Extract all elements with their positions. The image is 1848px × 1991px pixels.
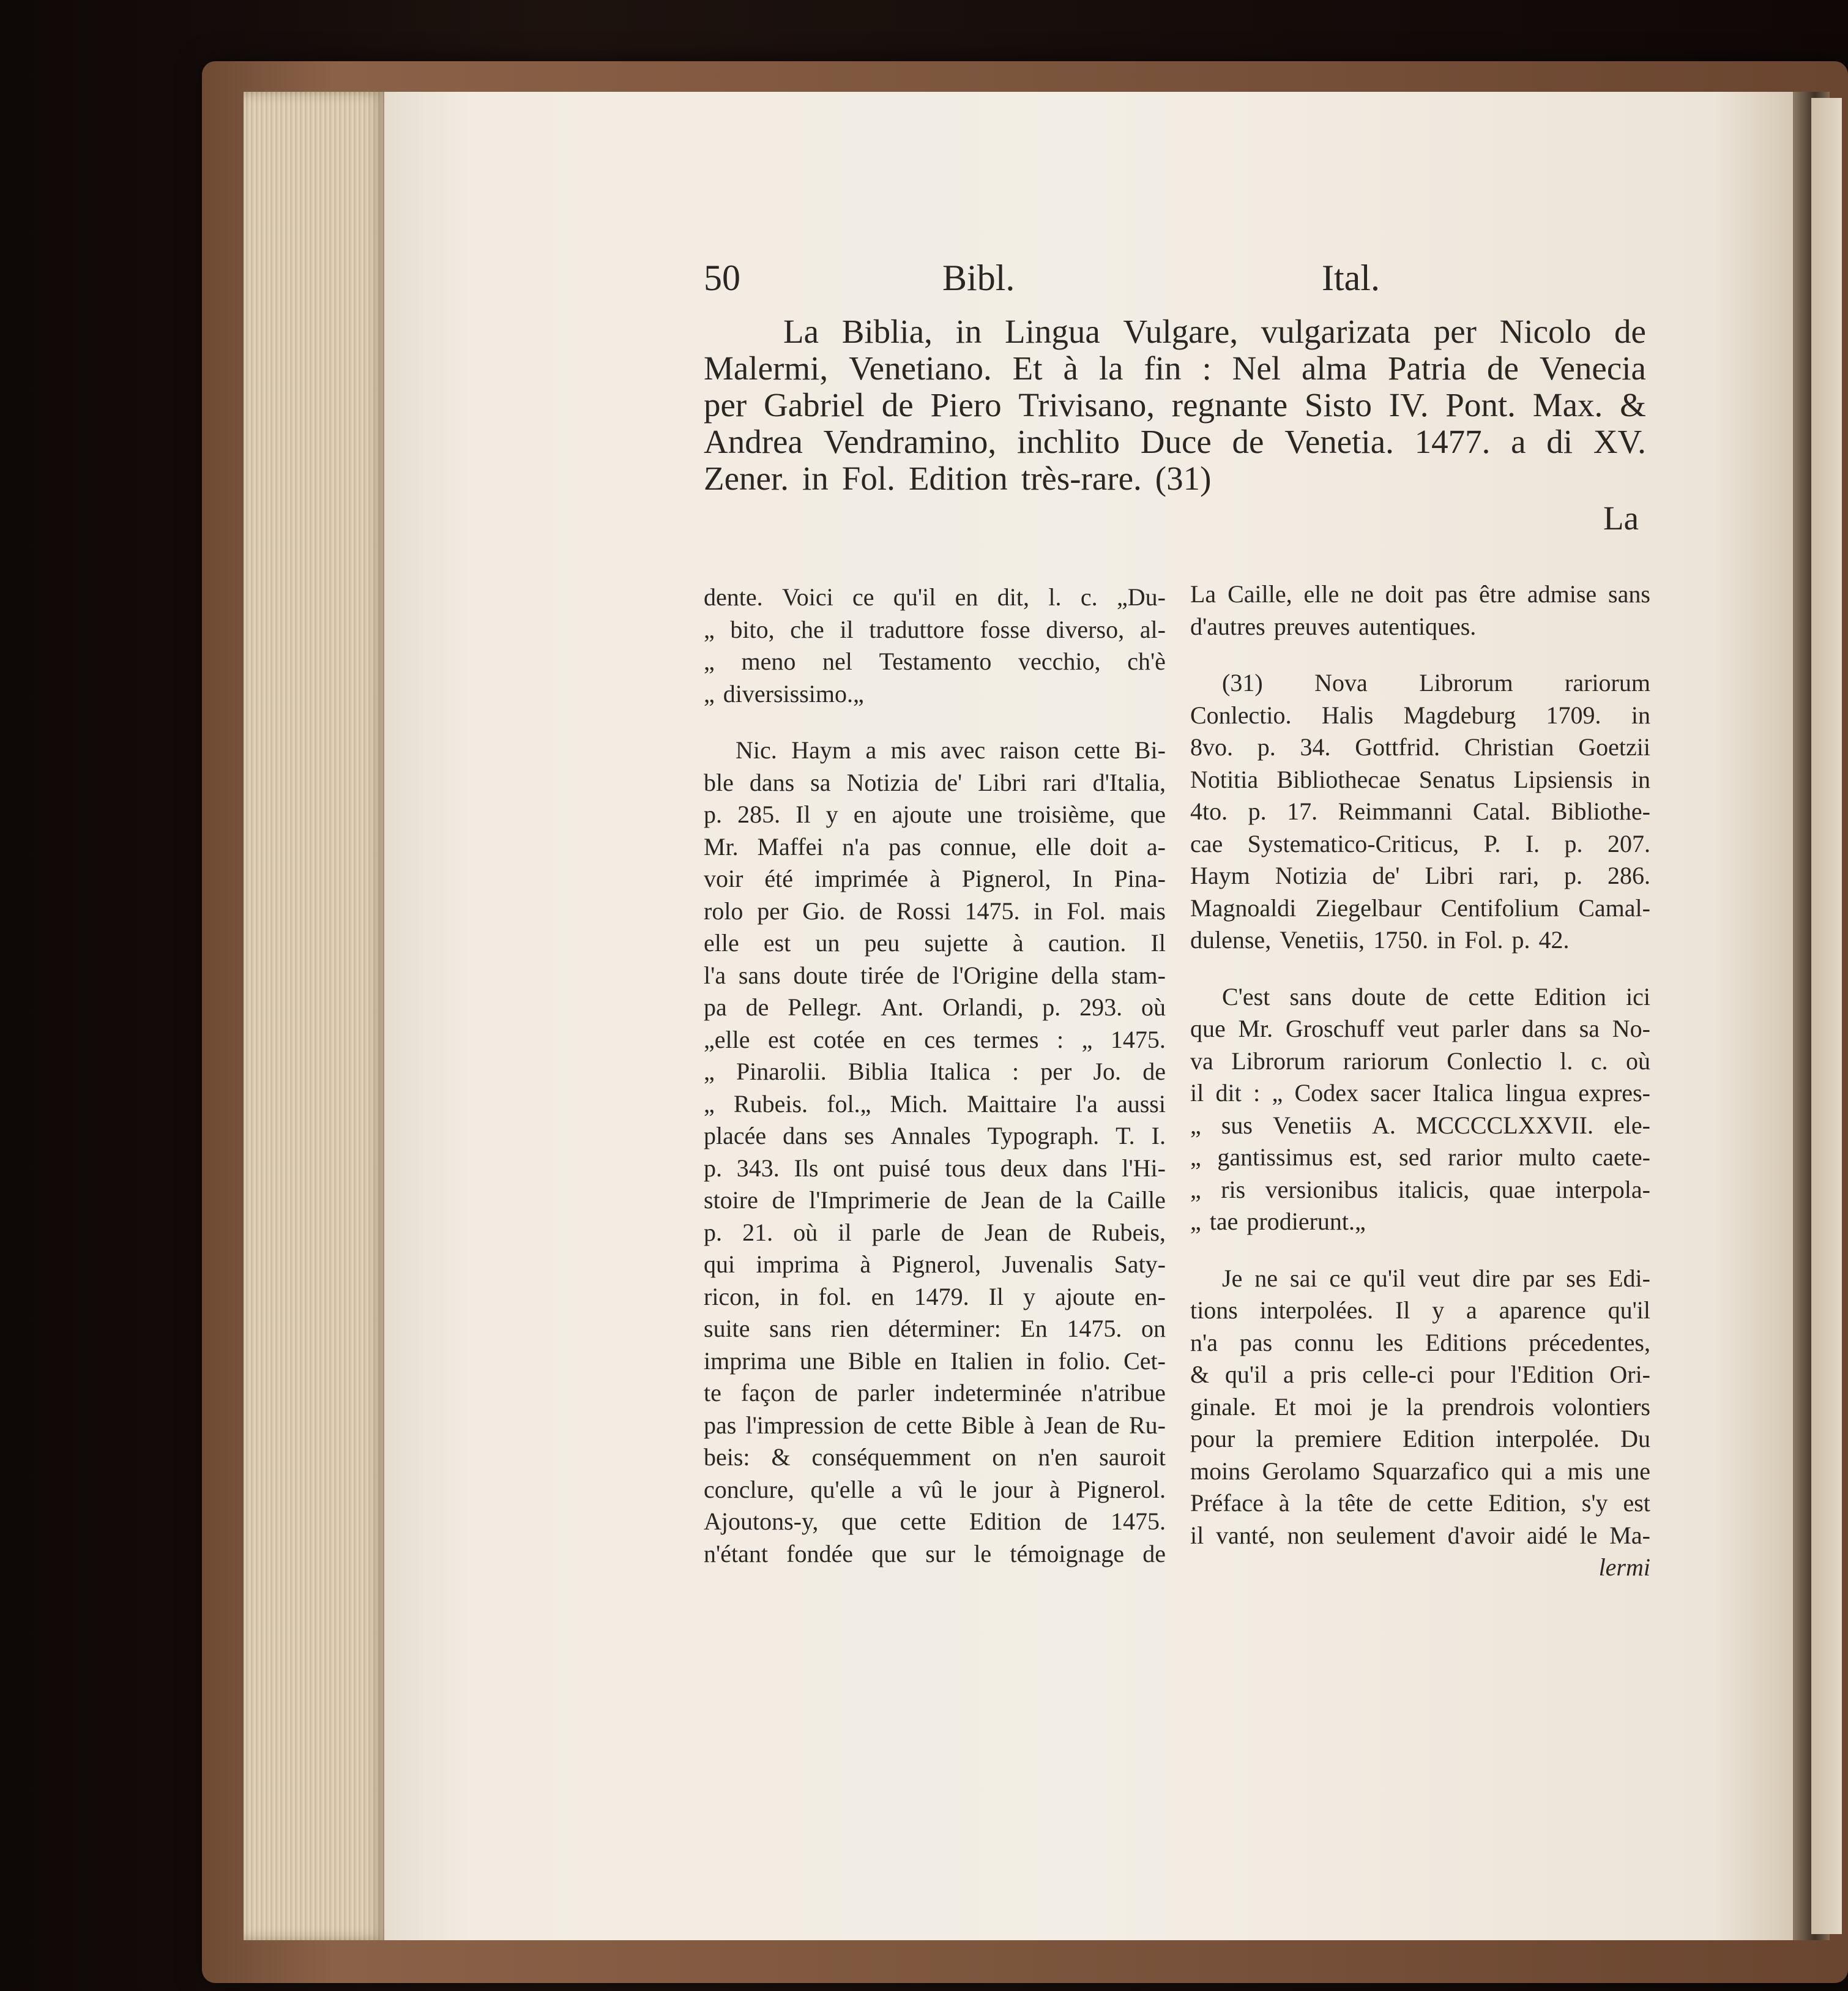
text-line: tions interpolées. Il y a aparence qu'il: [1190, 1296, 1650, 1324]
text-line: La Caille, elle ne doit pas être admise sans: [1190, 580, 1650, 608]
text-line: Je ne sai ce qu'il veut dire par ses Edi-: [1222, 1264, 1650, 1292]
text-line: pas l'impression de cette Bible à Jean de Ru-: [704, 1411, 1166, 1439]
text-line: voir été imprimée à Pignerol, In Pina-: [704, 865, 1166, 892]
page-number: 50: [704, 258, 740, 298]
column-catchword: lermi: [1598, 1553, 1650, 1581]
text-line: p. 21. où il parle de Jean de Rubeis,: [704, 1218, 1166, 1246]
text-line: p. 285. Il y en ajoute une troisième, que: [704, 801, 1166, 828]
text-line: il dit : „ Codex sacer Italica lingua expres-: [1190, 1079, 1650, 1107]
text-line: „ tae prodierunt.„: [1190, 1208, 1366, 1235]
text-line: C'est sans doute de cette Edition ici: [1222, 982, 1650, 1010]
text-line: ricon, in fol. en 1479. Il y ajoute en-: [704, 1282, 1166, 1310]
text-line: placée dans ses Annales Typograph. T. I.: [704, 1122, 1166, 1149]
text-line: que Mr. Groschuff veut parler dans sa No-: [1190, 1015, 1650, 1042]
text-line: beis: & conséquemment on n'en sauroit: [704, 1443, 1166, 1471]
text-line: n'étant fondée que sur le témoignage de: [704, 1539, 1166, 1567]
paragraph-gap: [1190, 643, 1650, 667]
text-line: cae Systematico-Criticus, P. I. p. 207.: [1190, 829, 1650, 857]
text-line: suite sans rien déterminer: En 1475. on: [704, 1315, 1166, 1342]
text-line: ginale. Et moi je la prendrois volontiers: [1190, 1392, 1650, 1421]
text-line: imprima une Bible en Italien in folio. Cet-: [704, 1347, 1166, 1375]
running-head-right: Ital.: [1322, 258, 1380, 298]
paragraph-gap: [1190, 957, 1650, 981]
text-line: pa de Pellegr. Ant. Orlandi, p. 293. où: [704, 993, 1166, 1021]
text-line: p. 343. Ils ont puisé tous deux dans l'Hi-: [704, 1154, 1166, 1182]
text-line: te façon de parler indeterminée n'atribue: [704, 1379, 1166, 1406]
text-line: (31) Nova Librorum rariorum: [1222, 669, 1650, 697]
text-line: Préface à la tête de cette Edition, s'y est: [1190, 1489, 1650, 1517]
text-line: „ ris versionibus italicis, quae interpola-: [1190, 1175, 1650, 1203]
text-line: moins Gerolamo Squarzafico qui a mis une: [1190, 1457, 1650, 1485]
bibliographic-entry: [704, 313, 1646, 497]
entry-line: per Gabriel de Piero Trivisano, regnante Sisto IV. Pont. Max. &: [704, 386, 1646, 424]
left-column: [704, 581, 1166, 1570]
text-line: „ gantissimus est, sed rarior multo caete-: [1190, 1143, 1650, 1171]
text-line: „ bito, che il traduttore fosse diverso, al-: [704, 615, 1166, 643]
page-edges: [244, 92, 384, 1940]
text-line: ble dans sa Notizia de' Libri rari d'Italia,: [704, 768, 1166, 796]
text-line: conclure, qu'elle a vû le jour à Pignerol.: [704, 1475, 1166, 1503]
paragraph-gap: [1190, 1238, 1650, 1263]
text-line: Haym Notizia de' Libri rari, p. 286.: [1190, 862, 1650, 889]
text-line: qui imprima à Pignerol, Juvenalis Saty-: [704, 1250, 1166, 1278]
text-line: l'a sans doute tirée de l'Origine della stam-: [704, 961, 1166, 989]
text-line: „ Rubeis. fol.„ Mich. Maittaire l'a aussi: [704, 1089, 1166, 1118]
text-line: stoire de l'Imprimerie de Jean de la Caille: [704, 1186, 1166, 1214]
facing-page-edge: [1811, 98, 1842, 1934]
entry-line: Malermi, Venetiano. Et à la fin : Nel alma Patria de Venecia: [704, 349, 1646, 387]
running-head-left: Bibl.: [942, 258, 1015, 298]
text-line: Mr. Maffei n'a pas connue, elle doit a-: [704, 832, 1166, 861]
text-line: dulense, Venetiis, 1750. in Fol. p. 42.: [1190, 926, 1570, 954]
text-line: „elle est cotée en ces termes : „ 1475.: [704, 1025, 1166, 1053]
text-line: dente. Voici ce qu'il en dit, l. c. „Du-: [704, 583, 1166, 611]
text-line: n'a pas connu les Editions précedentes,: [1190, 1328, 1650, 1356]
text-line: pour la premiere Edition interpolée. Du: [1190, 1425, 1650, 1452]
text-line: il vanté, non seulement d'avoir aidé le Ma-: [1190, 1521, 1650, 1549]
entry-line: Andrea Vendramino, inchlito Duce de Venetia. 1477. a di XV.: [704, 423, 1646, 460]
text-line: va Librorum rariorum Conlectio l. c. où: [1190, 1047, 1650, 1075]
text-line: „ diversissimo.„: [704, 679, 864, 708]
text-line: Magnoaldi Ziegelbaur Centifolium Camal-: [1190, 894, 1650, 922]
text-line: Ajoutons-y, que cette Edition de 1475.: [704, 1507, 1166, 1535]
text-line: & qu'il a pris celle-ci pour l'Edition Ori-: [1190, 1361, 1650, 1388]
text-line: d'autres preuves autentiques.: [1190, 612, 1477, 640]
text-line: 8vo. p. 34. Gottfrid. Christian Goetzii: [1190, 733, 1650, 761]
entry-catchword: La: [1603, 499, 1639, 537]
text-line: „ Pinarolii. Biblia Italica : per Jo. de: [704, 1058, 1166, 1085]
paragraph-gap: [704, 710, 1166, 734]
text-line: Notitia Bibliothecae Senatus Lipsiensis in: [1190, 765, 1650, 793]
text-line: Nic. Haym a mis avec raison cette Bi-: [736, 736, 1166, 764]
text-line: 4to. p. 17. Reimmanni Catal. Bibliothe-: [1190, 798, 1650, 825]
right-column: [1190, 578, 1650, 1584]
text-line: elle est un peu sujette à caution. Il: [704, 929, 1166, 957]
text-line: „ sus Venetiis A. MCCCCLXXVII. ele-: [1190, 1111, 1650, 1139]
text-line: Conlectio. Halis Magdeburg 1709. in: [1190, 701, 1650, 729]
text-line: rolo per Gio. de Rossi 1475. in Fol. mais: [704, 897, 1166, 925]
entry-line: Zener. in Fol. Edition très-rare. (31): [704, 460, 1212, 497]
text-line: „ meno nel Testamento vecchio, ch'è: [704, 648, 1166, 675]
entry-line: La Biblia, in Lingua Vulgare, vulgarizata per Nicolo de: [783, 313, 1646, 350]
